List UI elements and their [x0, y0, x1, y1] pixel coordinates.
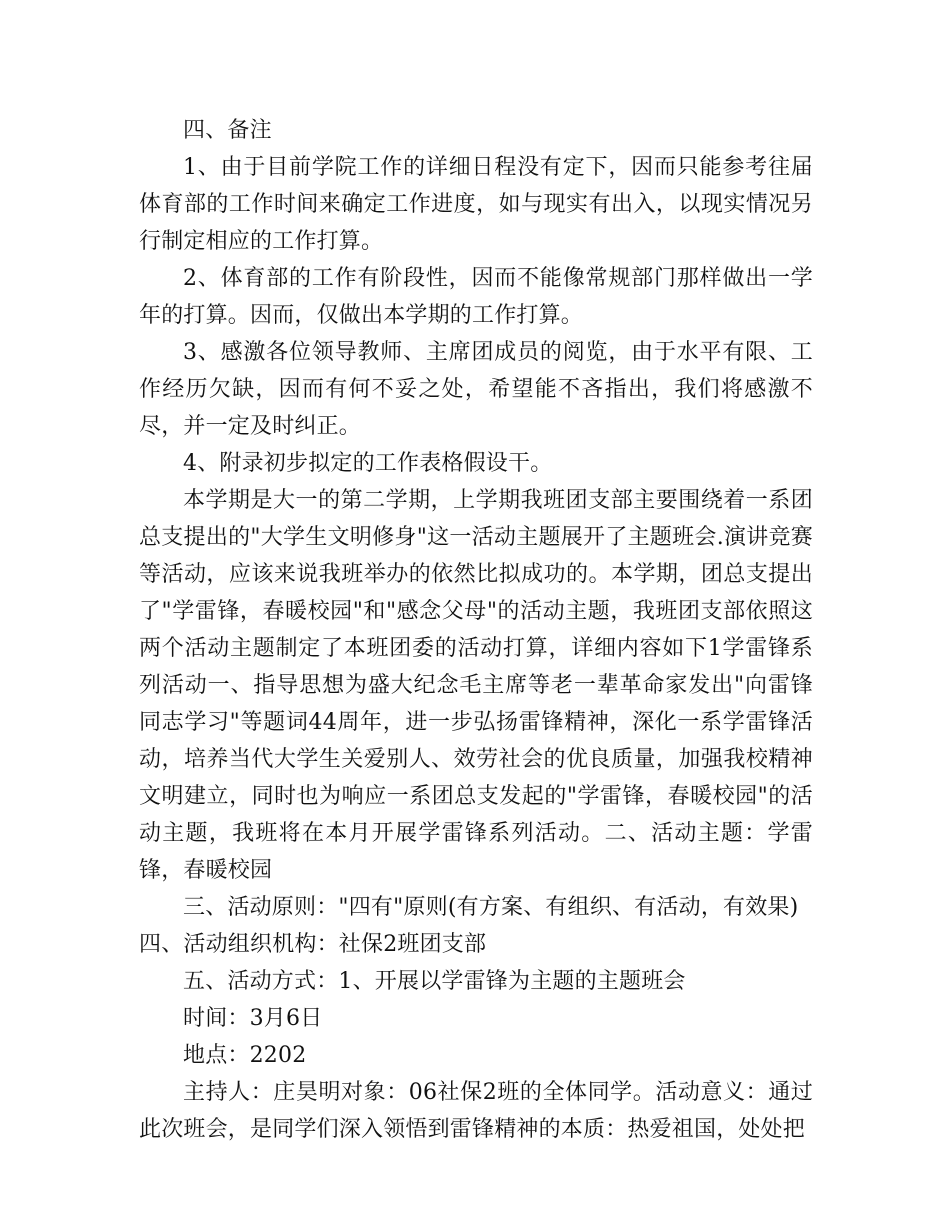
body-paragraph: 本学期是大一的第二学期，上学期我班团支部主要围绕着一系团总支提出的"大学生文明修身"这一活动主题展开了主题班会.演讲竞赛等活动，应该来说我班举办的依然比拟成功的。本学期，团总支提出了"学雷锋，春暖校园"和"感念父母"的活动主题，我班团支部依照这两个活动主题制定了本班团委的活动打算，详细内容如下1学雷锋系列活动一、指导思想为盛大纪念毛主席等老一辈革命家发出"向雷锋同志学习"等题词44周年，进一步弘扬雷锋精神，深化一系学雷锋活动，培养当代大学生关爱别人、效劳社会的优良质量，加强我校精神文明建立，同时也为响应一系团总支发起的"学雷锋，春暖校园"的活动主题，我班将在本月开展学雷锋系列活动。二、活动主题：学雷锋，春暖校园 [139, 488, 813, 883]
body-paragraph: 2、体育部的工作有阶段性，因而不能像常规部门那样做出一学年的打算。因而，仅做出本学期的工作打算。 [139, 266, 813, 328]
body-paragraph: 时间：3月6日 [183, 1006, 323, 1031]
document-body [139, 112, 813, 1148]
body-paragraph: 三、活动原则："四有"原则(有方案、有组织、有活动，有效果) [183, 895, 799, 920]
body-paragraph: 五、活动方式：1、开展以学雷锋为主题的主题班会 [183, 969, 686, 994]
body-paragraph: 1、由于目前学院工作的详细日程没有定下，因而只能参考往届体育部的工作时间来确定工作进度，如与现实有出入，以现实情况另行制定相应的工作打算。 [139, 155, 813, 254]
body-paragraph: 地点：2202 [183, 1043, 307, 1068]
body-paragraph: 3、感激各位领导教师、主席团成员的阅览，由于水平有限、工作经历欠缺，因而有何不妥之处，希望能不吝指出，我们将感激不尽，并一定及时纠正。 [139, 340, 813, 439]
body-paragraph: 四、活动组织机构：社保2班团支部 [139, 932, 487, 957]
section-heading: 四、备注 [183, 118, 272, 143]
body-paragraph: 主持人：庄昊明对象：06社保2班的全体同学。活动意义：通过此次班会，是同学们深入领悟到雷锋精神的本质：热爱祖国，处处把 [139, 1080, 813, 1142]
body-paragraph: 4、附录初步拟定的工作表格假设干。 [183, 451, 553, 476]
